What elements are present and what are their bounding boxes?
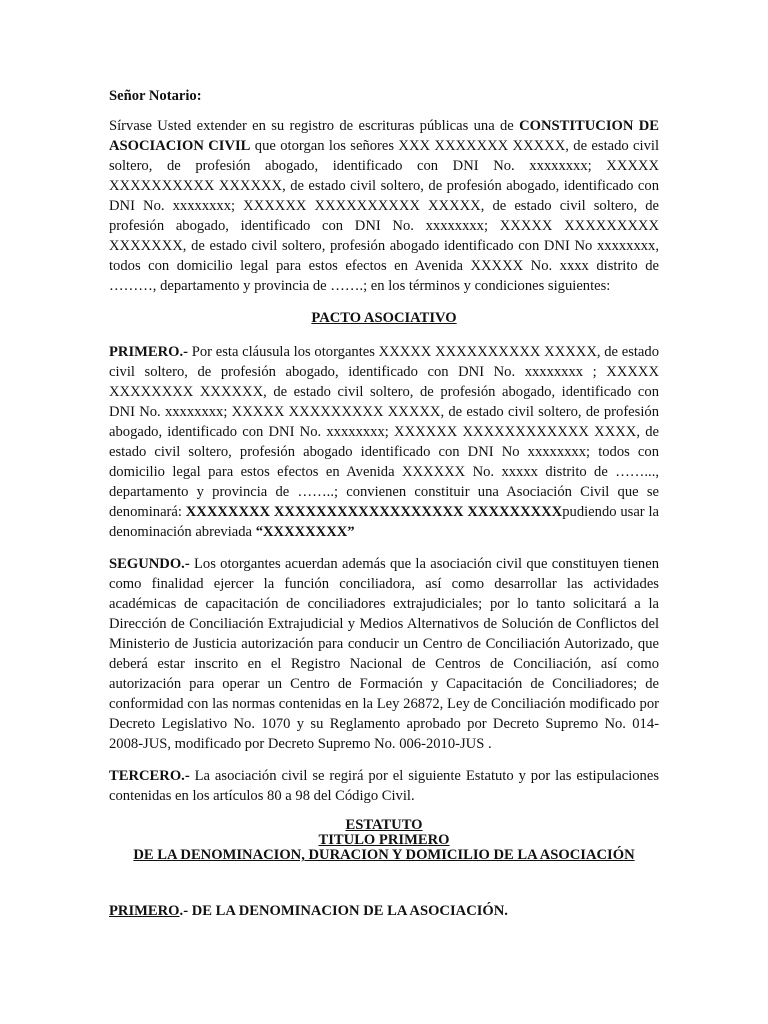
pacto-title: PACTO ASOCIATIVO [311, 310, 457, 326]
intro-text-2: que otorgan los señores XXX XXXXXXX XXXXX, de estado civil soltero, de profesión abogado, identificado con DNI No. xxxxxxxx; XXXXX XXXXXXXXXX XXXXXX, de estado civil soltero, de profesión abogado, identificado con DNI No. xxxxxxxx; XXXXXX XXXXXXXXXX XXXXX, de estado civil soltero, de profesión abogado, identificado con DNI No. xxxxxxxx; XXXXX XXXXXXXXX XXXXXXX, de estado civil soltero, profesión abogado identificado con DNI No xxxxxxxx, todos con domicilio legal para estos efectos en Avenida XXXXX No. xxxx distrito de ………, departamento y provincia de …….; en los términos y condiciones siguientes: [109, 138, 659, 294]
titulo-primero: TITULO PRIMERO [318, 832, 450, 848]
clause-segundo-text: Los otorgantes acuerdan además que la asociación civil que constituyen tienen como finalidad ejercer la función conciliadora, así como desarrollar las actividades académicas de capacitación de conciliadores extrajudiciales; por lo tanto solicitará a la Dirección de Conciliación Extrajudicial y Medios Alternativos de Solución de Conflictos del Ministerio de Justicia autorización para conducir un Centro de Conciliación Autorizado, que deberá estar inscrito en el Registro Nacional de Centros de Conciliación, así como autorización para operar un Centro de Formación y Capacitación de Conciliadores; de conformidad con las normas contenidas en la Ley 26872, Ley de Conciliación modificado por Decreto Legislativo No. 1070 y su Reglamento aprobado por Decreto Supremo No. 014-2008-JUS, modificado por Decreto Supremo No. 006-2010-JUS . [109, 556, 659, 752]
clause-primero-text-2: pudiendo usar la denominación abreviada [109, 504, 659, 540]
document-page [109, 86, 659, 921]
clause-tercero [109, 766, 659, 806]
intro-paragraph [109, 116, 659, 296]
intro-bold-title: CONSTITUCION DE ASOCIACION CIVIL [109, 118, 659, 154]
article-primero-label: PRIMERO [109, 903, 180, 919]
greeting: Señor Notario: [109, 88, 202, 104]
clause-primero-name: XXXXXXXX XXXXXXXXXXXXXXXXXX XXXXXXXXX [185, 504, 563, 520]
article-primero-heading [109, 901, 659, 921]
clause-primero-label: PRIMERO.- [109, 344, 189, 360]
intro-text-1: Sírvase Usted extender en su registro de escrituras públicas una de [109, 118, 520, 134]
clause-primero-abbr: “XXXXXXXX” [255, 524, 355, 540]
article-primero-text: .- DE LA DENOMINACION DE LA ASOCIACIÓN. [179, 903, 508, 919]
clause-primero [109, 342, 659, 542]
clause-tercero-label: TERCERO.- [109, 768, 190, 784]
clause-tercero-text: La asociación civil se regirá por el siguiente Estatuto y por las estipulaciones contenidas en los artículos 80 a 98 del Código Civil. [109, 768, 659, 804]
clause-segundo-label: SEGUNDO.- [109, 556, 190, 572]
estatuto-heading [109, 818, 659, 863]
estatuto-title: ESTATUTO [345, 817, 423, 833]
clause-segundo [109, 554, 659, 754]
clause-primero-text: Por esta cláusula los otorgantes XXXXX XXXXXXXXXX XXXXX, de estado civil soltero, de profesión abogado, identificado con DNI No. xxxxxxxx ; XXXXX XXXXXXXX XXXXXX, de estado civil soltero, de profesión abogado, identificado con DNI No. xxxxxxxx; XXXXX XXXXXXXXX XXXXX, de estado civil soltero, de profesión abogado, identificado con DNI No. xxxxxxxx; XXXXXX XXXXXXXXXXXX XXXX, de estado civil soltero, profesión abogado identificado con DNI No xxxxxxxx; todos con domicilio legal para estos efectos en Avenida XXXXXX No. xxxxx distrito de ……..., departamento y provincia de ……..; convienen constituir una Asociación Civil que se denominará: [109, 344, 659, 520]
titulo-subject: DE LA DENOMINACION, DURACION Y DOMICILIO DE LA ASOCIACIÓN [133, 847, 635, 863]
